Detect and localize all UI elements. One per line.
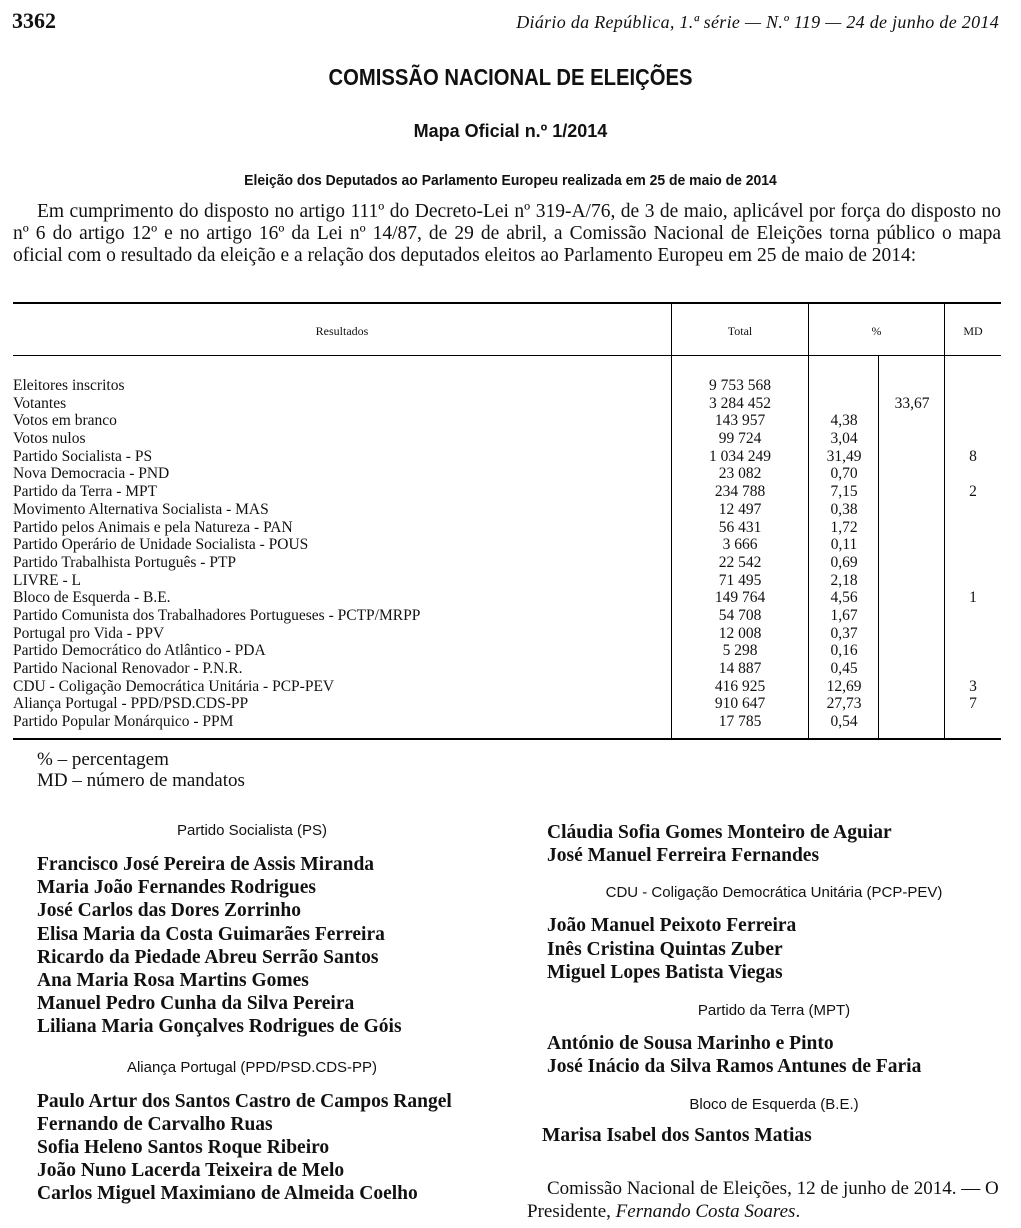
document-subtitle: Mapa Oficial n.º 1/2014 — [413, 121, 608, 141]
journal-title: Diário da República, 1.ª série — N.º 119 — 24 de junho de 2014 — [516, 12, 999, 32]
table-row — [13, 448, 1001, 466]
deputy-name: João Nuno Lacerda Teixeira de Melo — [37, 1160, 345, 1182]
row-total: 71 495 — [718, 571, 762, 589]
names-ap — [37, 1090, 467, 1206]
table-row — [13, 536, 1001, 554]
row-total: 3 284 452 — [709, 394, 771, 412]
row-total: 12 497 — [718, 500, 762, 518]
col-header-pct: % — [871, 324, 882, 338]
row-total: 143 957 — [714, 412, 766, 430]
deputy-name: Carlos Miguel Maximiano de Almeida Coelho — [37, 1183, 418, 1205]
deputy-name: José Carlos das Dores Zorrinho — [37, 900, 301, 922]
table-row — [13, 625, 1001, 643]
table-body — [13, 377, 1001, 731]
row-label: Votantes — [13, 394, 67, 412]
col-header-results: Resultados — [315, 324, 369, 338]
names-be — [542, 1124, 1001, 1147]
deputy-name: Elisa Maria da Costa Guimarães Ferreira — [37, 923, 385, 945]
document-title: COMISSÃO NACIONAL DE ELEIÇÕES — [328, 64, 693, 90]
table-row — [13, 678, 1001, 696]
row-pct: 3,04 — [830, 430, 858, 448]
group-title-cdu: CDU - Coligação Democrática Unitária (PCP-PEV) — [605, 884, 943, 902]
deputy-name: João Manuel Peixoto Ferreira — [547, 915, 797, 937]
row-label: Partido Operário de Unidade Socialista - POUS — [13, 536, 309, 554]
row-label: Portugal pro Vida - PPV — [13, 624, 165, 642]
row-pct: 4,56 — [830, 589, 858, 607]
row-pct: 2,18 — [830, 571, 858, 589]
group-title-ap: Aliança Portugal (PPD/PSD.CDS-PP) — [126, 1058, 378, 1076]
deputy-name: José Inácio da Silva Ramos Antunes de Faria — [547, 1056, 922, 1078]
deputy-name: Ricardo da Piedade Abreu Serrão Santos — [37, 946, 379, 968]
row-total: 14 887 — [718, 660, 762, 677]
closing-text: Comissão Nacional de Eleições, 12 de junho de 2014. — O Presidente, — [527, 1178, 999, 1222]
row-label: Partido Democrático do Atlântico - PDA — [13, 642, 266, 660]
names-cdu — [547, 914, 1001, 984]
deputy-name: Ana Maria Rosa Martins Gomes — [37, 970, 309, 992]
row-label: LIVRE - L — [13, 571, 82, 589]
results-table — [13, 302, 1001, 740]
row-pct: 7,15 — [830, 483, 858, 501]
group-title-mpt: Partido da Terra (MPT) — [697, 1002, 851, 1020]
table-row — [13, 395, 1001, 413]
row-total: 9 753 568 — [709, 377, 771, 394]
table-row — [13, 519, 1001, 537]
legend — [37, 749, 245, 791]
row-md: 3 — [969, 677, 977, 695]
deputy-name: Paulo Artur dos Santos Castro de Campos Rangel — [37, 1090, 452, 1112]
deputy-name: Marisa Isabel dos Santos Matias — [542, 1125, 812, 1147]
table-row — [13, 607, 1001, 625]
table-header-rule — [13, 355, 1001, 356]
names-ap-cont — [547, 821, 1001, 867]
legend-pct: % – percentagem — [37, 749, 169, 770]
deputy-name: José Manuel Ferreira Fernandes — [547, 845, 820, 867]
col-header-md: MD — [963, 324, 983, 338]
row-total: 149 764 — [714, 589, 766, 607]
table-row — [13, 483, 1001, 501]
legend-md: MD – número de mandatos — [37, 770, 245, 791]
table-row — [13, 465, 1001, 483]
table-row — [13, 554, 1001, 572]
row-label: Nova Democracia - PND — [13, 465, 170, 483]
col-header-total: Total — [727, 324, 753, 338]
row-pct: 31,49 — [826, 447, 862, 465]
table-row — [13, 713, 1001, 731]
row-total: 22 542 — [718, 553, 762, 571]
deputy-name: Sofia Heleno Santos Roque Ribeiro — [37, 1137, 330, 1159]
deputy-name: Maria João Fernandes Rodrigues — [37, 877, 316, 899]
row-md: 8 — [969, 447, 977, 465]
row-pct: 0,70 — [830, 465, 858, 483]
row-label: Partido da Terra - MPT — [13, 483, 158, 501]
table-row — [13, 660, 1001, 678]
row-label: Partido Comunista dos Trabalhadores Portugueses - PCTP/MRPP — [13, 606, 421, 624]
row-md: 1 — [969, 589, 977, 607]
row-pct: 27,73 — [826, 695, 862, 713]
row-pct: 0,16 — [830, 642, 858, 660]
row-md: 2 — [969, 483, 977, 501]
row-label: Votos nulos — [13, 430, 86, 448]
right-column — [542, 821, 1001, 1148]
row-pct: 0,37 — [830, 624, 858, 642]
row-label: Movimento Alternativa Socialista - MAS — [13, 500, 269, 518]
names-ps — [37, 853, 467, 1039]
intro-paragraph: Em cumprimento do disposto no artigo 111º do Decreto-Lei nº 319-A/76, de 3 de maio, aplicável por força do disposto no nº 6 do artigo 12º e no artigo 16º da Lei nº 14/87, de 29 de abril, a Comissão Nacional de Eleições torna público o mapa oficial com o resultado da eleição e a relação dos deputados eleitos ao Parlamento Europeu em 25 de maio de 2014: — [13, 201, 1001, 266]
row-label: Partido pelos Animais e pela Natureza - PAN — [13, 518, 293, 536]
row-total: 17 785 — [718, 713, 762, 731]
election-title: Eleição dos Deputados ao Parlamento Europeu realizada em 25 de maio de 2014 — [244, 172, 777, 189]
row-pct: 12,69 — [826, 677, 862, 695]
group-title-ps: Partido Socialista (PS) — [176, 822, 328, 839]
row-total: 3 666 — [722, 536, 758, 554]
row-label: Votos em branco — [13, 412, 117, 430]
row-total: 234 788 — [714, 483, 766, 501]
deputy-name: Cláudia Sofia Gomes Monteiro de Aguiar — [547, 822, 892, 843]
deputy-name: Fernando de Carvalho Ruas — [37, 1113, 273, 1135]
row-pct: 0,54 — [830, 713, 858, 731]
row-total: 54 708 — [718, 606, 762, 624]
row-label: Aliança Portugal - PPD/PSD.CDS-PP — [13, 695, 249, 713]
row-total: 910 647 — [714, 695, 766, 713]
row-label: CDU - Coligação Democrática Unitária - PCP-PEV — [13, 677, 335, 695]
table-row — [13, 589, 1001, 607]
row-label: Bloco de Esquerda - B.E. — [13, 589, 171, 607]
row-total: 23 082 — [718, 465, 762, 483]
closing-end: . — [795, 1201, 801, 1222]
row-label: Partido Socialista - PS — [13, 447, 153, 465]
row-total: 99 724 — [718, 430, 762, 448]
left-column — [37, 822, 467, 1206]
row-total: 1 034 249 — [709, 447, 771, 465]
table-row — [13, 377, 1001, 395]
signatory: Fernando Costa Soares — [615, 1201, 796, 1222]
row-md: 7 — [969, 695, 977, 713]
table-row — [13, 430, 1001, 448]
row-pct: 0,38 — [830, 500, 858, 518]
deputy-name: Francisco José Pereira de Assis Miranda — [37, 854, 375, 875]
table-row — [13, 412, 1001, 430]
row-total: 12 008 — [718, 624, 762, 642]
group-title-be: Bloco de Esquerda (B.E.) — [689, 1096, 859, 1114]
closing-statement — [527, 1177, 1001, 1223]
names-mpt — [547, 1032, 1001, 1078]
row-label: Partido Trabalhista Português - PTP — [13, 553, 237, 571]
table-row — [13, 695, 1001, 713]
row-pct: 0,69 — [830, 553, 858, 571]
row-label: Partido Nacional Renovador - P.N.R. — [13, 660, 243, 677]
deputy-name: António de Sousa Marinho e Pinto — [547, 1033, 834, 1055]
table-row — [13, 501, 1001, 519]
row-total: 56 431 — [718, 518, 762, 536]
row-pct: 0,45 — [830, 660, 858, 677]
deputy-name: Manuel Pedro Cunha da Silva Pereira — [37, 993, 355, 1015]
row-label: Eleitores inscritos — [13, 377, 125, 394]
row-label: Partido Popular Monárquico - PPM — [13, 713, 234, 731]
row-pct: 1,72 — [830, 518, 858, 536]
deputy-name: Miguel Lopes Batista Viegas — [547, 961, 783, 983]
page-number: 3362 — [12, 8, 56, 33]
row-total: 416 925 — [714, 677, 766, 695]
table-row — [13, 642, 1001, 660]
table-row — [13, 572, 1001, 590]
row-pct: 1,67 — [830, 606, 858, 624]
page-header — [12, 8, 999, 38]
row-total: 5 298 — [722, 642, 758, 660]
deputy-name: Liliana Maria Gonçalves Rodrigues de Góis — [37, 1016, 402, 1038]
row-pct: 4,38 — [830, 412, 858, 430]
deputy-name: Inês Cristina Quintas Zuber — [547, 938, 783, 960]
row-pct: 0,11 — [830, 536, 858, 554]
row-turnout-pct: 33,67 — [894, 394, 930, 412]
